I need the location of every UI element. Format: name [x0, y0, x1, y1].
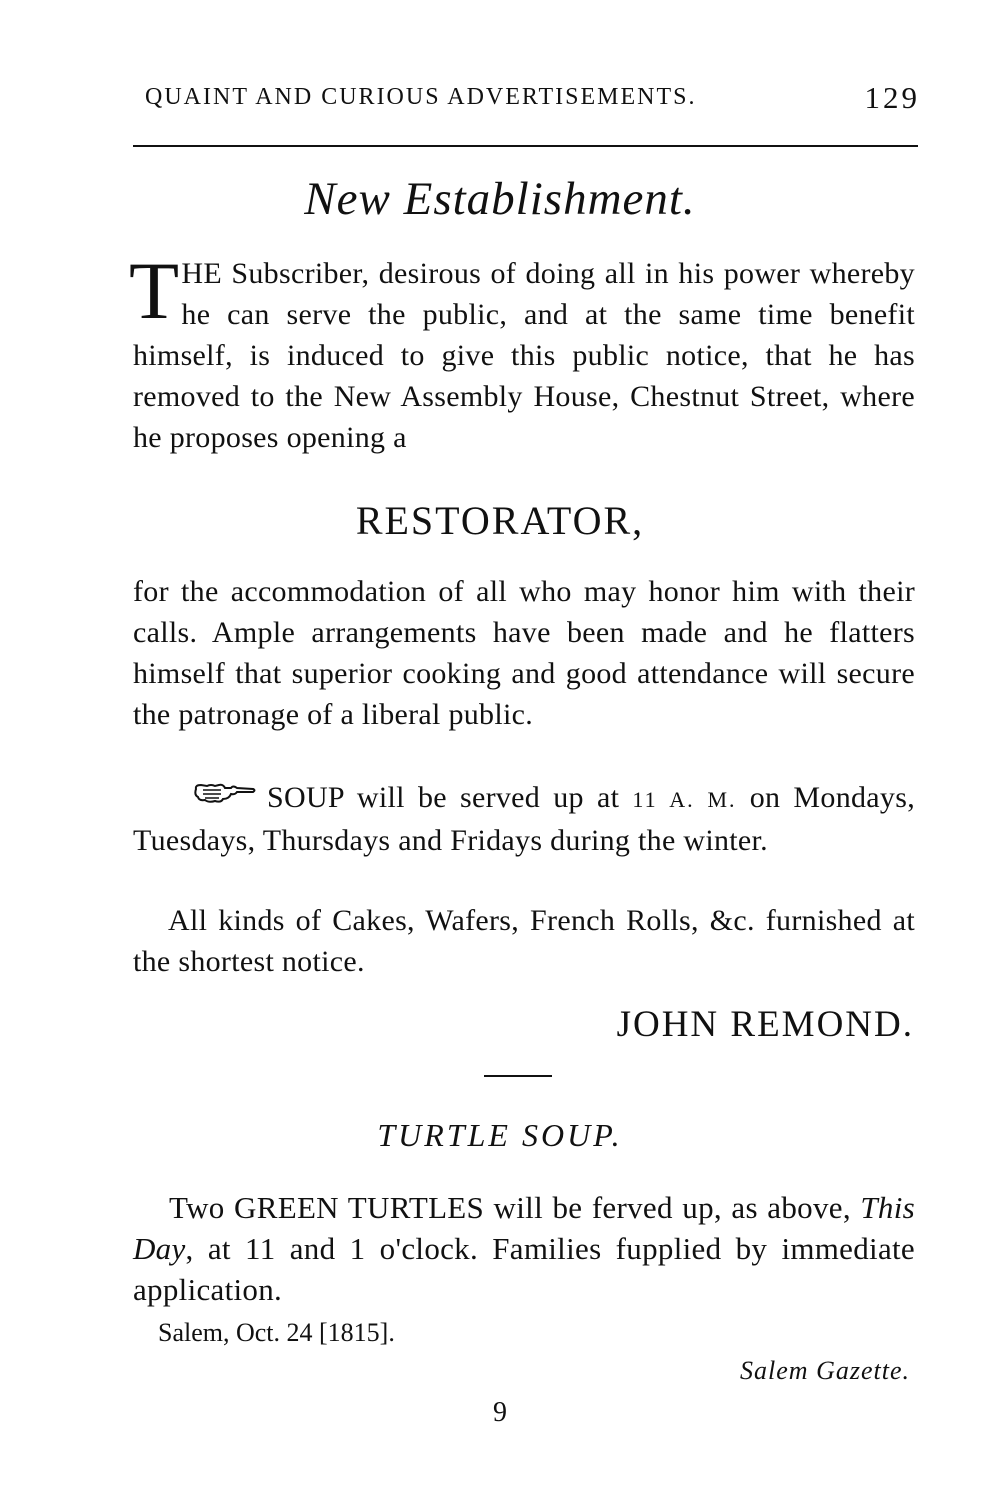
soup-text-1: SOUP will be served up at — [267, 781, 620, 814]
restorator-title: RESTORATOR, — [355, 498, 645, 543]
intro-paragraph — [129, 245, 915, 458]
turtle-text-1: Two GREEN TURTLES will be ferved up, as above, — [169, 1190, 851, 1225]
soup-time: 11 A. M. — [632, 787, 737, 812]
turtle-text-italic: This Day — [133, 1190, 915, 1266]
accommodation-paragraph: for the accommodation of all who may honor him with their calls. Ample arrangements have been made and he flatters himself that superior cooking and good attendance will secure the patronage of a liberal public. — [133, 575, 915, 731]
turtle-paragraph — [133, 1187, 915, 1310]
section-divider — [484, 1075, 552, 1077]
page-number: 129 — [864, 80, 920, 115]
soup-text-2: on Mondays, Tuesdays, Thursdays and Fridays during the winter. — [133, 781, 915, 857]
intro-text: HE Subscriber, desirous of doing all in his power whereby he can serve the public, and at the same time benefit himself, is induced to give this public notice, that he has removed to the New Assembly House, Chestnut Street, where he proposes opening a — [133, 257, 915, 454]
dateline: Salem, Oct. 24 [1815]. — [158, 1318, 395, 1347]
signature-john-remond: JOHN REMOND. — [616, 1004, 914, 1045]
header-rule — [133, 145, 918, 147]
turtle-text-2: , at 11 and 1 o'clock. Families fupplied by immediate application. — [133, 1231, 915, 1307]
drop-cap: T — [129, 245, 180, 336]
manicule-icon — [163, 777, 257, 818]
running-head — [145, 80, 920, 120]
advert-heading-turtle-soup: TURTLE SOUP. — [377, 1117, 623, 1153]
soup-paragraph — [133, 777, 915, 861]
running-head-title: QUAINT AND CURIOUS ADVERTISEMENTS. — [145, 84, 697, 110]
advert-heading-new-establishment: New Establishment. — [304, 173, 696, 225]
source-citation: Salem Gazette. — [740, 1356, 910, 1385]
cakes-paragraph: All kinds of Cakes, Wafers, French Rolls, &c. furnished at the shortest notice. — [133, 904, 915, 978]
signature-mark: 9 — [493, 1397, 507, 1428]
